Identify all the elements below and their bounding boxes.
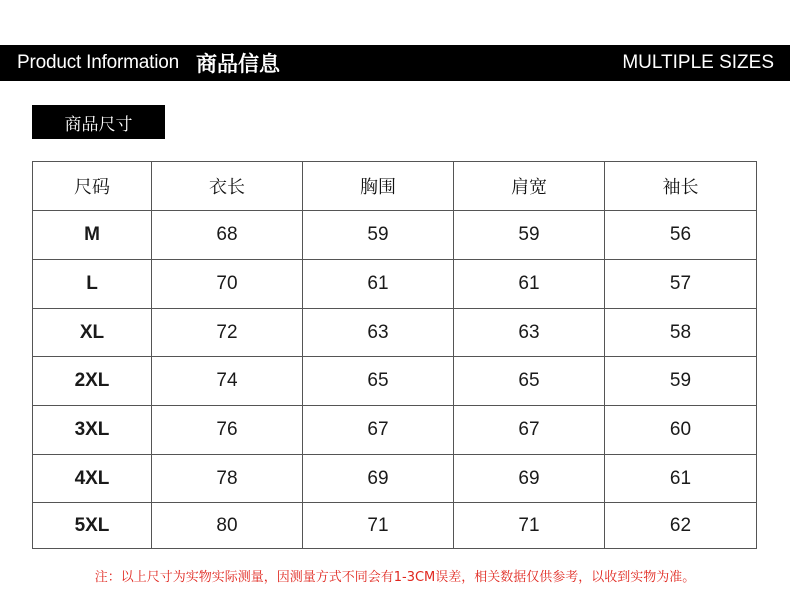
header-cell-length: 衣长	[152, 162, 303, 211]
shoulder-cell: 61	[454, 260, 605, 309]
header-title-group	[17, 45, 280, 81]
size-cell: 5XL	[33, 503, 152, 549]
size-table	[32, 161, 757, 549]
chest-cell: 69	[303, 455, 454, 503]
sleeve-cell: 59	[605, 357, 757, 406]
header-cell-chest: 胸围	[303, 162, 454, 211]
table-row	[33, 455, 757, 503]
shoulder-cell: 71	[454, 503, 605, 549]
header-cell-size: 尺码	[33, 162, 152, 211]
size-cell: M	[33, 211, 152, 260]
size-cell: L	[33, 260, 152, 309]
chest-cell: 63	[303, 309, 454, 357]
chest-cell: 65	[303, 357, 454, 406]
sleeve-cell: 61	[605, 455, 757, 503]
table-row	[33, 211, 757, 260]
length-cell: 74	[152, 357, 303, 406]
size-cell: 2XL	[33, 357, 152, 406]
size-cell: 3XL	[33, 406, 152, 455]
length-cell: 70	[152, 260, 303, 309]
size-cell: 4XL	[33, 455, 152, 503]
shoulder-cell: 69	[454, 455, 605, 503]
table-row	[33, 406, 757, 455]
table-row	[33, 357, 757, 406]
sleeve-cell: 62	[605, 503, 757, 549]
sleeve-cell: 60	[605, 406, 757, 455]
header-bar	[0, 45, 790, 81]
shoulder-cell: 59	[454, 211, 605, 260]
header-right-label: MULTIPLE SIZES	[622, 52, 774, 73]
header-title-cn: 商品信息	[196, 52, 281, 76]
chest-cell: 59	[303, 211, 454, 260]
chest-cell: 67	[303, 406, 454, 455]
table-row	[33, 260, 757, 309]
sleeve-cell: 56	[605, 211, 757, 260]
header-cell-sleeve: 袖长	[605, 162, 757, 211]
header-title-en: Product Information	[17, 52, 180, 73]
shoulder-cell: 65	[454, 357, 605, 406]
chest-cell: 61	[303, 260, 454, 309]
table-row	[33, 503, 757, 549]
length-cell: 76	[152, 406, 303, 455]
length-cell: 78	[152, 455, 303, 503]
shoulder-cell: 67	[454, 406, 605, 455]
chest-cell: 71	[303, 503, 454, 549]
measurement-note: 注：以上尺寸为实物实际测量，因测量方式不同会有1-3CM误差，相关数据仅供参考，以收到实物为准。	[94, 570, 696, 585]
length-cell: 80	[152, 503, 303, 549]
sleeve-cell: 58	[605, 309, 757, 357]
sleeve-cell: 57	[605, 260, 757, 309]
length-cell: 68	[152, 211, 303, 260]
size-cell: XL	[33, 309, 152, 357]
shoulder-cell: 63	[454, 309, 605, 357]
table-row	[33, 309, 757, 357]
length-cell: 72	[152, 309, 303, 357]
section-label: 商品尺寸	[32, 105, 165, 139]
table-header-row	[33, 162, 757, 211]
header-cell-shoulder: 肩宽	[454, 162, 605, 211]
